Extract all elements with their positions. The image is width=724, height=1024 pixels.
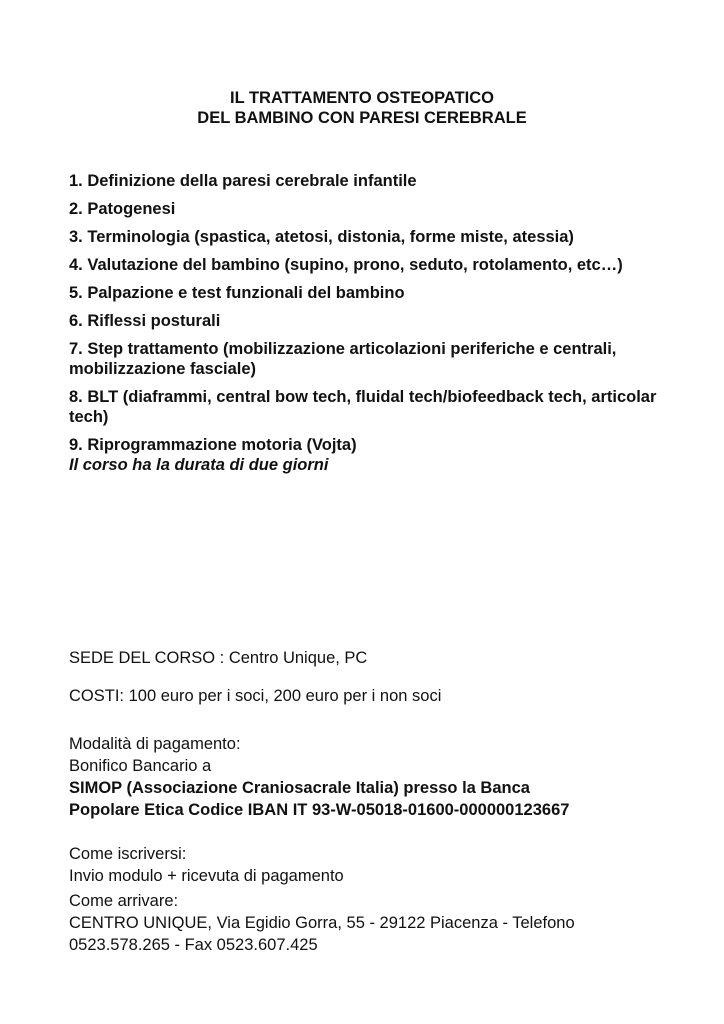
topic-item: 4. Valutazione del bambino (supino, prono, seduto, rotolamento, etc…) bbox=[69, 256, 623, 274]
payment-bank-line-2: Popolare Etica Codice IBAN IT 93-W-05018-01600-000000123667 bbox=[69, 801, 570, 819]
course-costs bbox=[69, 685, 669, 707]
topic-list bbox=[69, 171, 659, 483]
topic-item: 6. Riflessi posturali bbox=[69, 312, 221, 330]
directions-section bbox=[69, 890, 669, 956]
topic-item: 8. BLT (diaframmi, central bow tech, fluidal tech/biofeedback tech, articolar tech) bbox=[69, 388, 657, 426]
topic-item: 7. Step trattamento (mobilizzazione articolazioni periferiche e centrali, mobilizzazione fasciale) bbox=[69, 340, 617, 378]
document-title bbox=[0, 88, 724, 128]
course-duration: Il corso ha la durata di due giorni bbox=[69, 456, 329, 474]
registration-section bbox=[69, 843, 669, 887]
course-location bbox=[69, 647, 669, 669]
topic-item: 2. Patogenesi bbox=[69, 200, 176, 218]
payment-section bbox=[69, 733, 669, 821]
payment-method: Bonifico Bancario a bbox=[69, 757, 212, 775]
payment-bank-line-1: SIMOP (Associazione Craniosacrale Italia) presso la Banca bbox=[69, 779, 530, 797]
topic-item: 5. Palpazione e test funzionali del bambino bbox=[69, 284, 405, 302]
directions-line-1: CENTRO UNIQUE, Via Egidio Gorra, 55 - 29122 Piacenza - Telefono bbox=[69, 914, 575, 932]
course-location-text: SEDE DEL CORSO : Centro Unique, PC bbox=[69, 649, 368, 667]
registration-text: Invio modulo + ricevuta di pagamento bbox=[69, 867, 344, 885]
course-costs-text: COSTI: 100 euro per i soci, 200 euro per i non soci bbox=[69, 687, 442, 705]
topic-item: 9. Riprogrammazione motoria (Vojta) bbox=[69, 436, 357, 454]
payment-heading: Modalità di pagamento: bbox=[69, 735, 241, 753]
title-line-2: DEL BAMBINO CON PARESI CEREBRALE bbox=[197, 109, 527, 127]
registration-heading: Come iscriversi: bbox=[69, 845, 187, 863]
directions-line-2: 0523.578.265 - Fax 0523.607.425 bbox=[69, 936, 318, 954]
directions-heading: Come arrivare: bbox=[69, 892, 179, 910]
topic-item: 1. Definizione della paresi cerebrale infantile bbox=[69, 172, 417, 190]
topic-item: 3. Terminologia (spastica, atetosi, distonia, forme miste, atessia) bbox=[69, 228, 574, 246]
title-line-1: IL TRATTAMENTO OSTEOPATICO bbox=[230, 89, 494, 107]
